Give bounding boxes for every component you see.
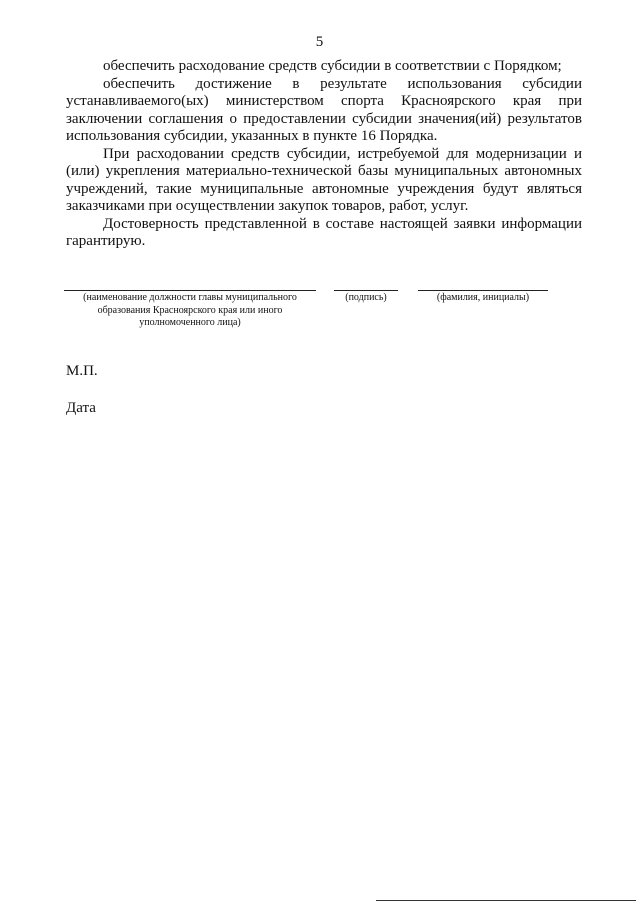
page-number: 5 xyxy=(315,34,324,50)
signature-block xyxy=(64,290,564,350)
paragraph-spending: обеспечить расходование средств субсидии в соответствии с Порядком; xyxy=(103,58,562,74)
position-caption: (наименование должности главы муниципального образования Красноярского края или иного уполномоченного лица) xyxy=(83,292,297,328)
name-caption: (фамилия, инициалы) xyxy=(436,292,530,303)
name-line xyxy=(418,290,548,291)
document-body xyxy=(66,58,582,251)
signature-name-field xyxy=(418,290,548,305)
scan-edge-line xyxy=(376,900,636,901)
signature-field xyxy=(334,290,398,305)
paragraph-results: обеспечить достижение в результате использования субсидии устанавливаемого(ых) министерством спорта Красноярского края при заключении соглашения о предоставлении субсидии значения(ий) результатов использования субсидии, указанных в пункте 16 Порядка. xyxy=(66,75,582,144)
signature-caption: (подпись) xyxy=(345,292,387,303)
signature-position-field xyxy=(64,290,316,330)
stamp-label: М.П. xyxy=(66,363,98,379)
paragraph-guarantee: Достоверность представленной в составе настоящей заявки информации гарантирую. xyxy=(66,215,582,249)
paragraph-procurement: При расходовании средств субсидии, истребуемой для модернизации и (или) укрепления материально-технической базы муниципальных автономных учреждений, такие муниципальные автономные учреждения будут являться заказчиками при осуществлении закупок товаров, работ, услуг. xyxy=(66,145,582,214)
date-label: Дата xyxy=(66,400,96,416)
position-line xyxy=(64,290,316,291)
signature-line xyxy=(334,290,398,291)
